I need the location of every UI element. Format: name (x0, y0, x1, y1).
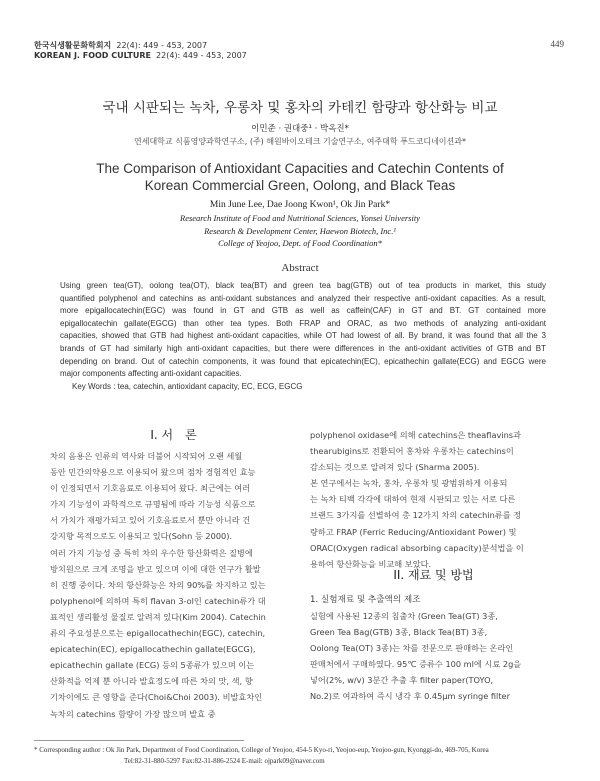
journal-name-ko: 한국식생활문화학회지 (34, 41, 112, 50)
abstract-line: brands of GT had similarly high anti-oxidant capacities, but there were differences in the anti-oxidant activities of GTB and BT (60, 343, 546, 353)
abstract-line: capacities, showed that GTB had highest anti-oxidant capacities, while OT had lowest of all. By brand, it was found that all the 3 (60, 331, 546, 341)
text-line: 표적인 생리활성 물질로 알려져 있다(Kim 2004). Catechin (50, 611, 266, 622)
abstract-line: epigallocatechin gallate(EGCG) than other tea types. Both FRAP and ORAC, as two methods of analyzing anti-oxidant (60, 318, 546, 328)
title-english-line-1: The Comparison of Antioxidant Capacities and Catechin Contents of (96, 161, 504, 176)
text-line: epicatechin(EC), epigallocathechin gallate(EGCG), (50, 644, 256, 655)
abstract-line: major components affecting anti-oxidant capacities. (60, 369, 242, 379)
section-heading-methods: II. 재료 및 방법 (393, 568, 474, 582)
journal-header-en (34, 51, 247, 60)
text-line: 강지향 목적으로도 이용되고 있다(Sohn 등 2000). (50, 531, 233, 542)
text-line: polyphenol에 의하며 특히 flavan 3-ol인 catechin류가 대 (50, 595, 266, 606)
text-line: Oolong Tea(OT) 3종)는 차를 전문으로 판매하는 온라인 (310, 643, 514, 654)
affiliations-korean: 연세대학교 식품영양과학연구소, (주) 해원바이오테크 기술연구소, 여주대학 푸드코디네이션과* (134, 137, 466, 146)
introduction-text (50, 448, 297, 722)
text-line: polyphenol oxidase에 의해 catechins은 theaflavins과 (310, 430, 521, 440)
text-line: 류의 주요성분으로는 epigallocathechin(EGC), catechin, (50, 628, 266, 639)
page-number: 449 (550, 39, 564, 49)
text-line: 용하여 항산화능을 비교해 보았다. (310, 558, 432, 569)
text-line: 여러 가지 기능성 중 특히 차의 우수한 항산화력은 질병에 (50, 547, 253, 558)
introduction-text-continued (310, 427, 557, 572)
journal-volume-en: 22(4): 449 - 453, 2007 (156, 51, 247, 60)
affiliation-3: College of Yeojoo, Dept. of Food Coordination* (218, 238, 382, 248)
journal-header-ko (34, 40, 207, 51)
subsection-heading: 1. 실험재료 및 추출액의 제조 (310, 595, 421, 605)
text-line: 량하고 FRAP (Ferric Reducing/Antioxidant Power) 및 (310, 526, 517, 537)
title-english-line-2: Korean Commercial Green, Oolong, and Black Teas (144, 178, 456, 193)
text-line: 넣어(2%, w/v) 3분간 추출 후 filter paper(TOYO, (310, 675, 494, 686)
abstract-line: more epigallocatechin(EGC) was found in GT and GTB as well as caffein(CAF) in GT and BT. GT contained more (60, 306, 546, 316)
text-line: 실험에 사용된 12종의 침출차 (Green Tea(GT) 3종, (310, 611, 498, 621)
text-line: 동안 민간의약용으로 이용되어 왔으며 점차 경험적인 효능 (50, 467, 256, 478)
text-line: 차의 음용은 인류의 역사와 더불어 시작되어 오랜 세월 (50, 451, 243, 461)
authors-english: Min June Lee, Dae Joong Kwon¹, Ok Jin Park* (209, 200, 391, 210)
keywords-list: : tea, catechin, antioxidant capacity, EC, ECG, EGCG (113, 382, 303, 391)
text-line: 서 가치가 재평가되고 있어 기호음료로서 뿐만 아니라 건 (50, 515, 251, 526)
text-line: ORAC(Oxygen radical absorbing capacity)분석법을 이 (310, 542, 524, 553)
affiliation-2: Research & Development Center, Haewon Biotech, Inc.¹ (204, 226, 396, 236)
abstract-line: quantified polyphenol and catechins as anti-oxidant substances and analyzed their respective anti-oxidant capacities. As a result, (60, 293, 546, 303)
authors-korean: 이민준 · 권대중¹ · 박옥진* (251, 124, 349, 134)
footnote-contact: Tel:82-31-880-5297 Fax:82-31-886-2524 E-mail: ojpark09@naver.com (124, 757, 325, 765)
abstract-line: depending on brand. Out of catechin components, it was found that epicatechin(EC), epicathechin gallate(ECG) and EGCG were (60, 356, 546, 366)
text-line: 기차이에도 큰 영향을 준다(Choi&Choi 2003). 비발효차인 (50, 692, 263, 703)
text-line: 판매처에서 구매하였다. 95℃ 증류수 100 ml에 시료 2g을 (310, 659, 522, 670)
journal-name-en: KOREAN J. FOOD CULTURE (34, 51, 151, 60)
journal-volume-ko: 22(4): 449 - 453, 2007 (116, 41, 208, 50)
text-line: 감소되는 것으로 알려져 있다 (Sharma 2005). (310, 462, 480, 473)
text-line: No.2)로 여과하여 즉시 냉각 후 0.45μm syringe filter (310, 691, 510, 702)
abstract-body (60, 280, 546, 381)
abstract-line: Using green tea(GT), oolong tea(OT), black tea(BT) and green tea bag(GTB) out of tea products in market, this study (60, 281, 546, 290)
text-line: 가지 기능성이 과학적으로 규명됨에 따라 기능성 식품으로 (50, 499, 256, 510)
text-line: 본 연구에서는 녹차, 홍차, 우롱차 및 광범위하게 이용되 (310, 478, 508, 489)
section-heading-introduction: I. 서 론 (150, 428, 197, 442)
text-line: 방치원으로 크게 조명을 받고 있으며 이에 대한 연구가 활발 (50, 563, 261, 574)
title-korean: 국내 시판되는 녹차, 우롱차 및 홍차의 카테킨 함량과 항산화능 비교 (102, 100, 498, 116)
keywords-label: Key Words (72, 382, 111, 391)
text-line: Green Tea Bag(GTB) 3종, Black Tea(BT) 3종, (310, 627, 488, 638)
footnote-divider (34, 740, 244, 741)
text-line: 히 진행 중이다. 차의 항산화능은 차의 90%를 차지하고 있는 (50, 579, 266, 590)
text-line: 브랜드 3가지를 선별하여 총 12가지 차의 catechin류를 정 (310, 510, 522, 521)
text-line: 이 인정되면서 기호음료로 이용되어 왔다. 최근에는 여러 (50, 483, 251, 494)
keywords (72, 382, 303, 391)
abstract-heading: Abstract (281, 262, 319, 274)
affiliation-1: Research Institute of Food and Nutritional Sciences, Yonsei University (180, 213, 420, 223)
methods-text (310, 608, 557, 705)
footnote-corresponding-author: * Corresponding author : Ok Jin Park, Department of Food Coordination, College of Yeojoo, 454-5 Kyo-ri, Yeojoo-eup, Yeojoo-gun, Kyonggi-do, 469-705, Korea (34, 746, 489, 754)
text-line: 녹차의 catechins 함량이 가장 많으며 발효 중 (50, 708, 216, 719)
text-line: 는 녹차 티백 각각에 대하여 현재 시판되고 있는 서로 다른 (310, 494, 516, 505)
text-line: epicathechin gallate (ECG) 등의 5종류가 있으며 이는 (50, 660, 255, 671)
text-line: 산화적을 억제 뿐 아니라 발효정도에 따른 차의 맛, 색, 향 (50, 676, 253, 687)
text-line: thearubigins로 전환되어 홍차와 우롱차는 catechins이 (310, 446, 514, 457)
